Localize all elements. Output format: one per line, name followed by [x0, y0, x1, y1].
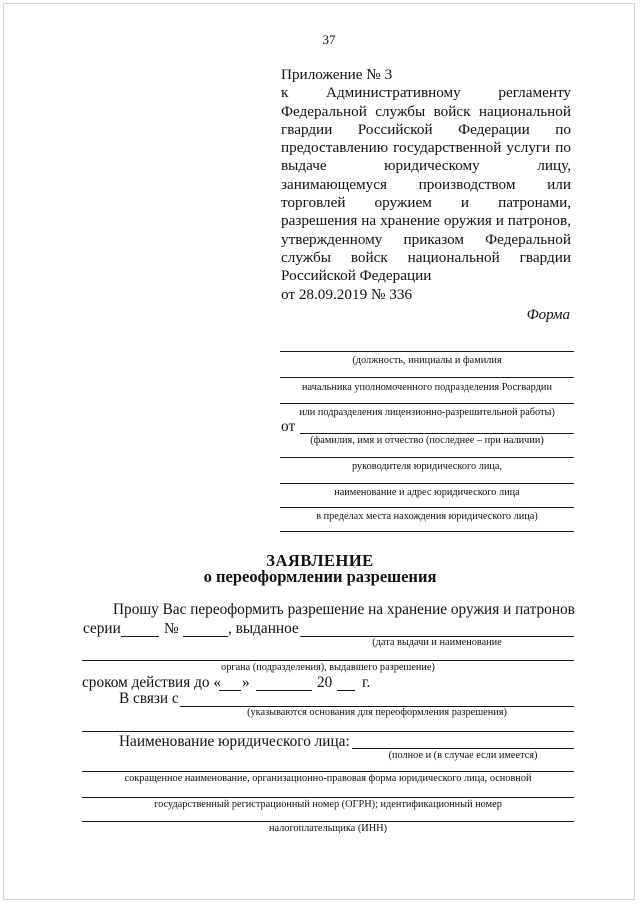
request-text: Прошу Вас переоформить разрешение на хранение оружия и патронов — [113, 601, 575, 618]
recipient-unit-caption: или подразделения лицензионно-разрешительной работы) — [299, 407, 555, 418]
series-label: серии — [83, 620, 121, 637]
entity-name-field-2[interactable] — [82, 771, 574, 772]
entity-name-caption: (полное и (в случае если имеется) — [388, 750, 538, 761]
series-field[interactable] — [121, 636, 159, 637]
issued-label: , выданное — [228, 620, 299, 637]
appendix-line: гвардии Российской Федерации по — [281, 120, 571, 138]
inn-caption: налогоплательщика (ИНН) — [268, 823, 388, 834]
issue-date-caption: (дата выдачи и наименование — [372, 637, 502, 648]
validity-century: 20 — [317, 674, 333, 691]
appendix-line: разрешения на хранение оружия и патронов, — [281, 212, 571, 230]
issuing-organ-caption: органа (подразделения), выдавшего разрешение) — [221, 662, 435, 673]
appendix-line: выдаче юридическому лицу, — [281, 157, 571, 175]
applicant-field-2[interactable] — [280, 457, 574, 458]
recipient-position-caption: (должность, инициалы и фамилия — [352, 355, 502, 366]
applicant-entity-caption: наименование и адрес юридического лица — [334, 487, 520, 498]
page-number: 37 — [322, 32, 336, 47]
applicant-name-caption: (фамилия, имя и отчество (последнее – при наличии) — [310, 435, 544, 446]
form-label: Форма — [526, 307, 570, 323]
short-name-caption: сокращенное наименование, организационно-правовая форма юридического лица, основной — [124, 773, 532, 784]
document-title: ЗАЯВЛЕНИЕ — [266, 551, 374, 570]
applicant-field-3[interactable] — [280, 483, 574, 484]
appendix-block — [281, 66, 571, 304]
applicant-location-caption: в пределах места нахождения юридического лица) — [316, 511, 538, 522]
reason-field-2[interactable] — [82, 731, 574, 732]
validity-quote-close: » — [242, 674, 250, 691]
applicant-head-caption: руководителя юридического лица, — [352, 461, 502, 472]
validity-year-suffix: г. — [362, 674, 371, 691]
recipient-head-caption: начальника уполномоченного подразделения Росгвардии — [302, 382, 552, 393]
appendix-line: предоставлению государственной услуги по — [281, 139, 571, 157]
reason-label: В связи с — [119, 690, 179, 707]
appendix-line: Российской Федерации — [281, 267, 432, 285]
validity-prefix: сроком действия до « — [82, 674, 222, 691]
applicant-field-4[interactable] — [280, 507, 574, 508]
appendix-line: к Административному регламенту — [281, 84, 571, 102]
appendix-line: от 28.09.2019 № 336 — [281, 285, 413, 303]
number-label: № — [164, 620, 179, 637]
applicant-name-field[interactable] — [300, 433, 574, 434]
entity-name-field[interactable] — [352, 748, 574, 749]
ogrn-field[interactable] — [82, 797, 574, 798]
number-field[interactable] — [183, 636, 228, 637]
validity-month-field[interactable] — [256, 690, 312, 691]
entity-name-label: Наименование юридического лица: — [119, 733, 350, 750]
appendix-line: утвержденному приказом Федеральной — [281, 230, 571, 248]
inn-field[interactable] — [82, 821, 574, 822]
appendix-line: занимающемуся производством или — [281, 175, 571, 193]
reason-caption: (указываются основания для переоформления разрешения) — [247, 707, 507, 718]
recipient-position-field[interactable] — [280, 351, 574, 352]
from-label: от — [281, 418, 296, 435]
validity-day-field[interactable] — [219, 690, 241, 691]
appendix-line: Федеральной службы войск национальной — [281, 102, 571, 120]
appendix-line: службы войск национальной гвардии — [281, 248, 571, 266]
document-subtitle: о переоформлении разрешения — [203, 567, 437, 586]
recipient-position-field-2[interactable] — [280, 377, 574, 378]
validity-year-field[interactable] — [337, 690, 355, 691]
appendix-line: Приложение № 3 — [281, 66, 393, 83]
applicant-field-5[interactable] — [280, 531, 574, 532]
appendix-line: торговлей оружием и патронами, — [281, 194, 571, 212]
ogrn-caption: государственный регистрационный номер (ОГРН); идентификационный номер — [154, 799, 502, 810]
issuing-organ-field[interactable] — [82, 660, 574, 661]
recipient-unit-field[interactable] — [280, 403, 574, 404]
